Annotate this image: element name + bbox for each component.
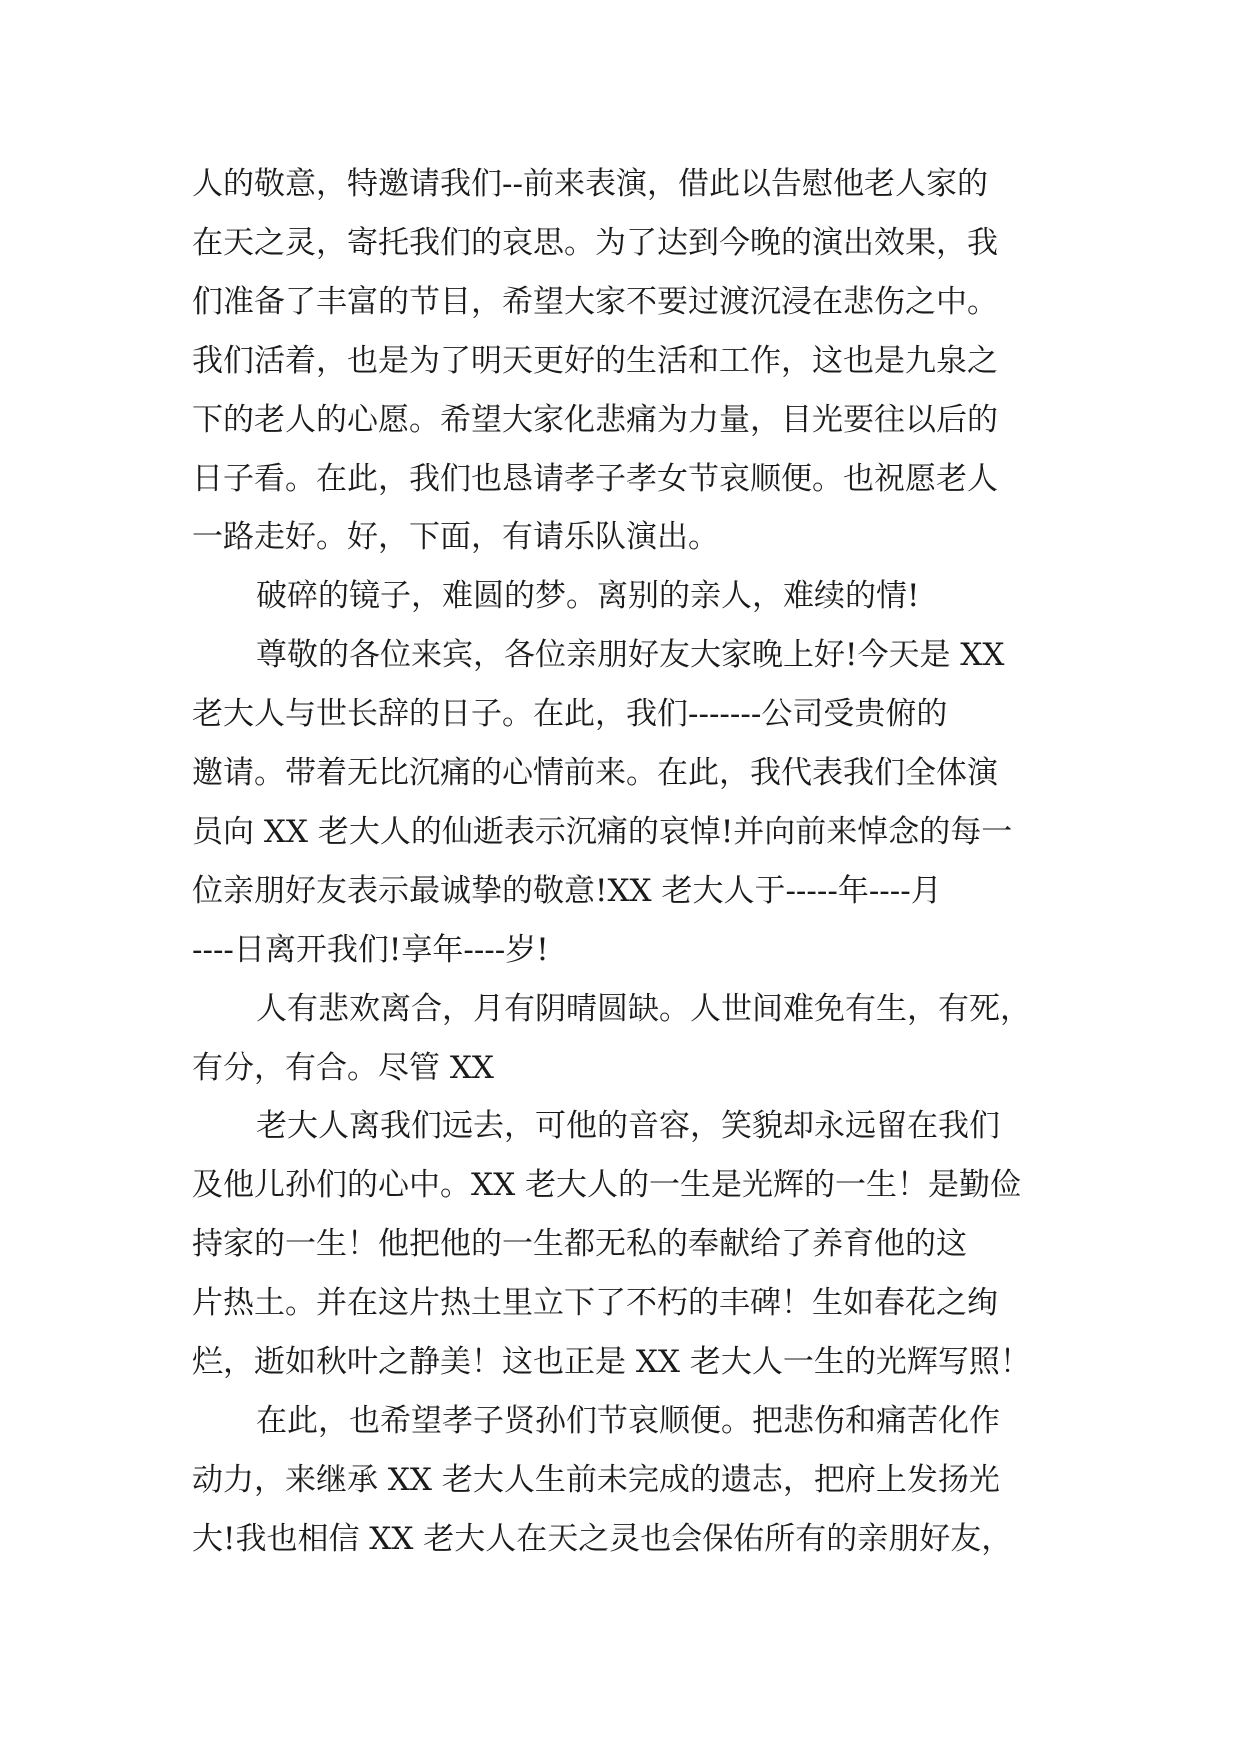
text-line: 员向 XX 老大人的仙逝表示沉痛的哀悼!并向前来悼念的每一 <box>192 814 1013 850</box>
text-line: 老大人与世长辞的日子。在此，我们-------公司受贵俯的 <box>192 696 948 732</box>
text-line: 老大人离我们远去，可他的音容，笑貌却永远留在我们 <box>256 1108 1000 1144</box>
text-line: 动力，来继承 XX 老大人生前未完成的遗志，把府上发扬光 <box>192 1462 1000 1498</box>
text-line: 我们活着，也是为了明天更好的生活和工作，这也是九泉之 <box>192 343 998 379</box>
text-line: 邀请。带着无比沉痛的心情前来。在此，我代表我们全体演 <box>192 755 998 791</box>
text-line: 一路走好。好，下面，有请乐队演出。 <box>192 519 719 555</box>
text-line: 们准备了丰富的节目，希望大家不要过渡沉浸在悲伤之中。 <box>192 284 998 320</box>
text-line: 人有悲欢离合，月有阴晴圆缺。人世间难免有生，有死， <box>256 991 1031 1027</box>
text-line: 人的敬意，特邀请我们--前来表演，借此以告慰他老人家的 <box>192 166 988 202</box>
text-line: 位亲朋好友表示最诚挚的敬意!XX 老大人于-----年----月 <box>192 873 942 909</box>
text-line: 片热土。并在这片热土里立下了不朽的丰碑！生如春花之绚 <box>192 1285 998 1321</box>
text-line: 破碎的镜子，难圆的梦。离别的亲人，难续的情! <box>256 578 920 614</box>
text-line: 持家的一生！他把他的一生都无私的奉献给了养育他的这 <box>192 1226 967 1262</box>
text-line: 在此，也希望孝子贤孙们节哀顺便。把悲伤和痛苦化作 <box>256 1403 1000 1439</box>
text-line: ----日离开我们!享年----岁! <box>192 932 549 968</box>
text-line: 日子看。在此，我们也恳请孝子孝女节哀顺便。也祝愿老人 <box>192 461 998 497</box>
text-line: 在天之灵，寄托我们的哀思。为了达到今晚的演出效果，我 <box>192 225 998 261</box>
text-line: 及他儿孙们的心中。XX 老大人的一生是光辉的一生！是勤俭 <box>192 1167 1021 1203</box>
text-line: 下的老人的心愿。希望大家化悲痛为力量，目光要往以后的 <box>192 402 998 438</box>
text-line: 尊敬的各位来宾，各位亲朋好友大家晚上好!今天是 XX <box>256 637 1005 673</box>
text-line: 有分，有合。尽管 XX <box>192 1050 494 1086</box>
text-line: 大!我也相信 XX 老大人在天之灵也会保佑所有的亲朋好友， <box>192 1521 1013 1557</box>
text-line: 烂，逝如秋叶之静美！这也正是 XX 老大人一生的光辉写照！ <box>192 1344 1031 1380</box>
